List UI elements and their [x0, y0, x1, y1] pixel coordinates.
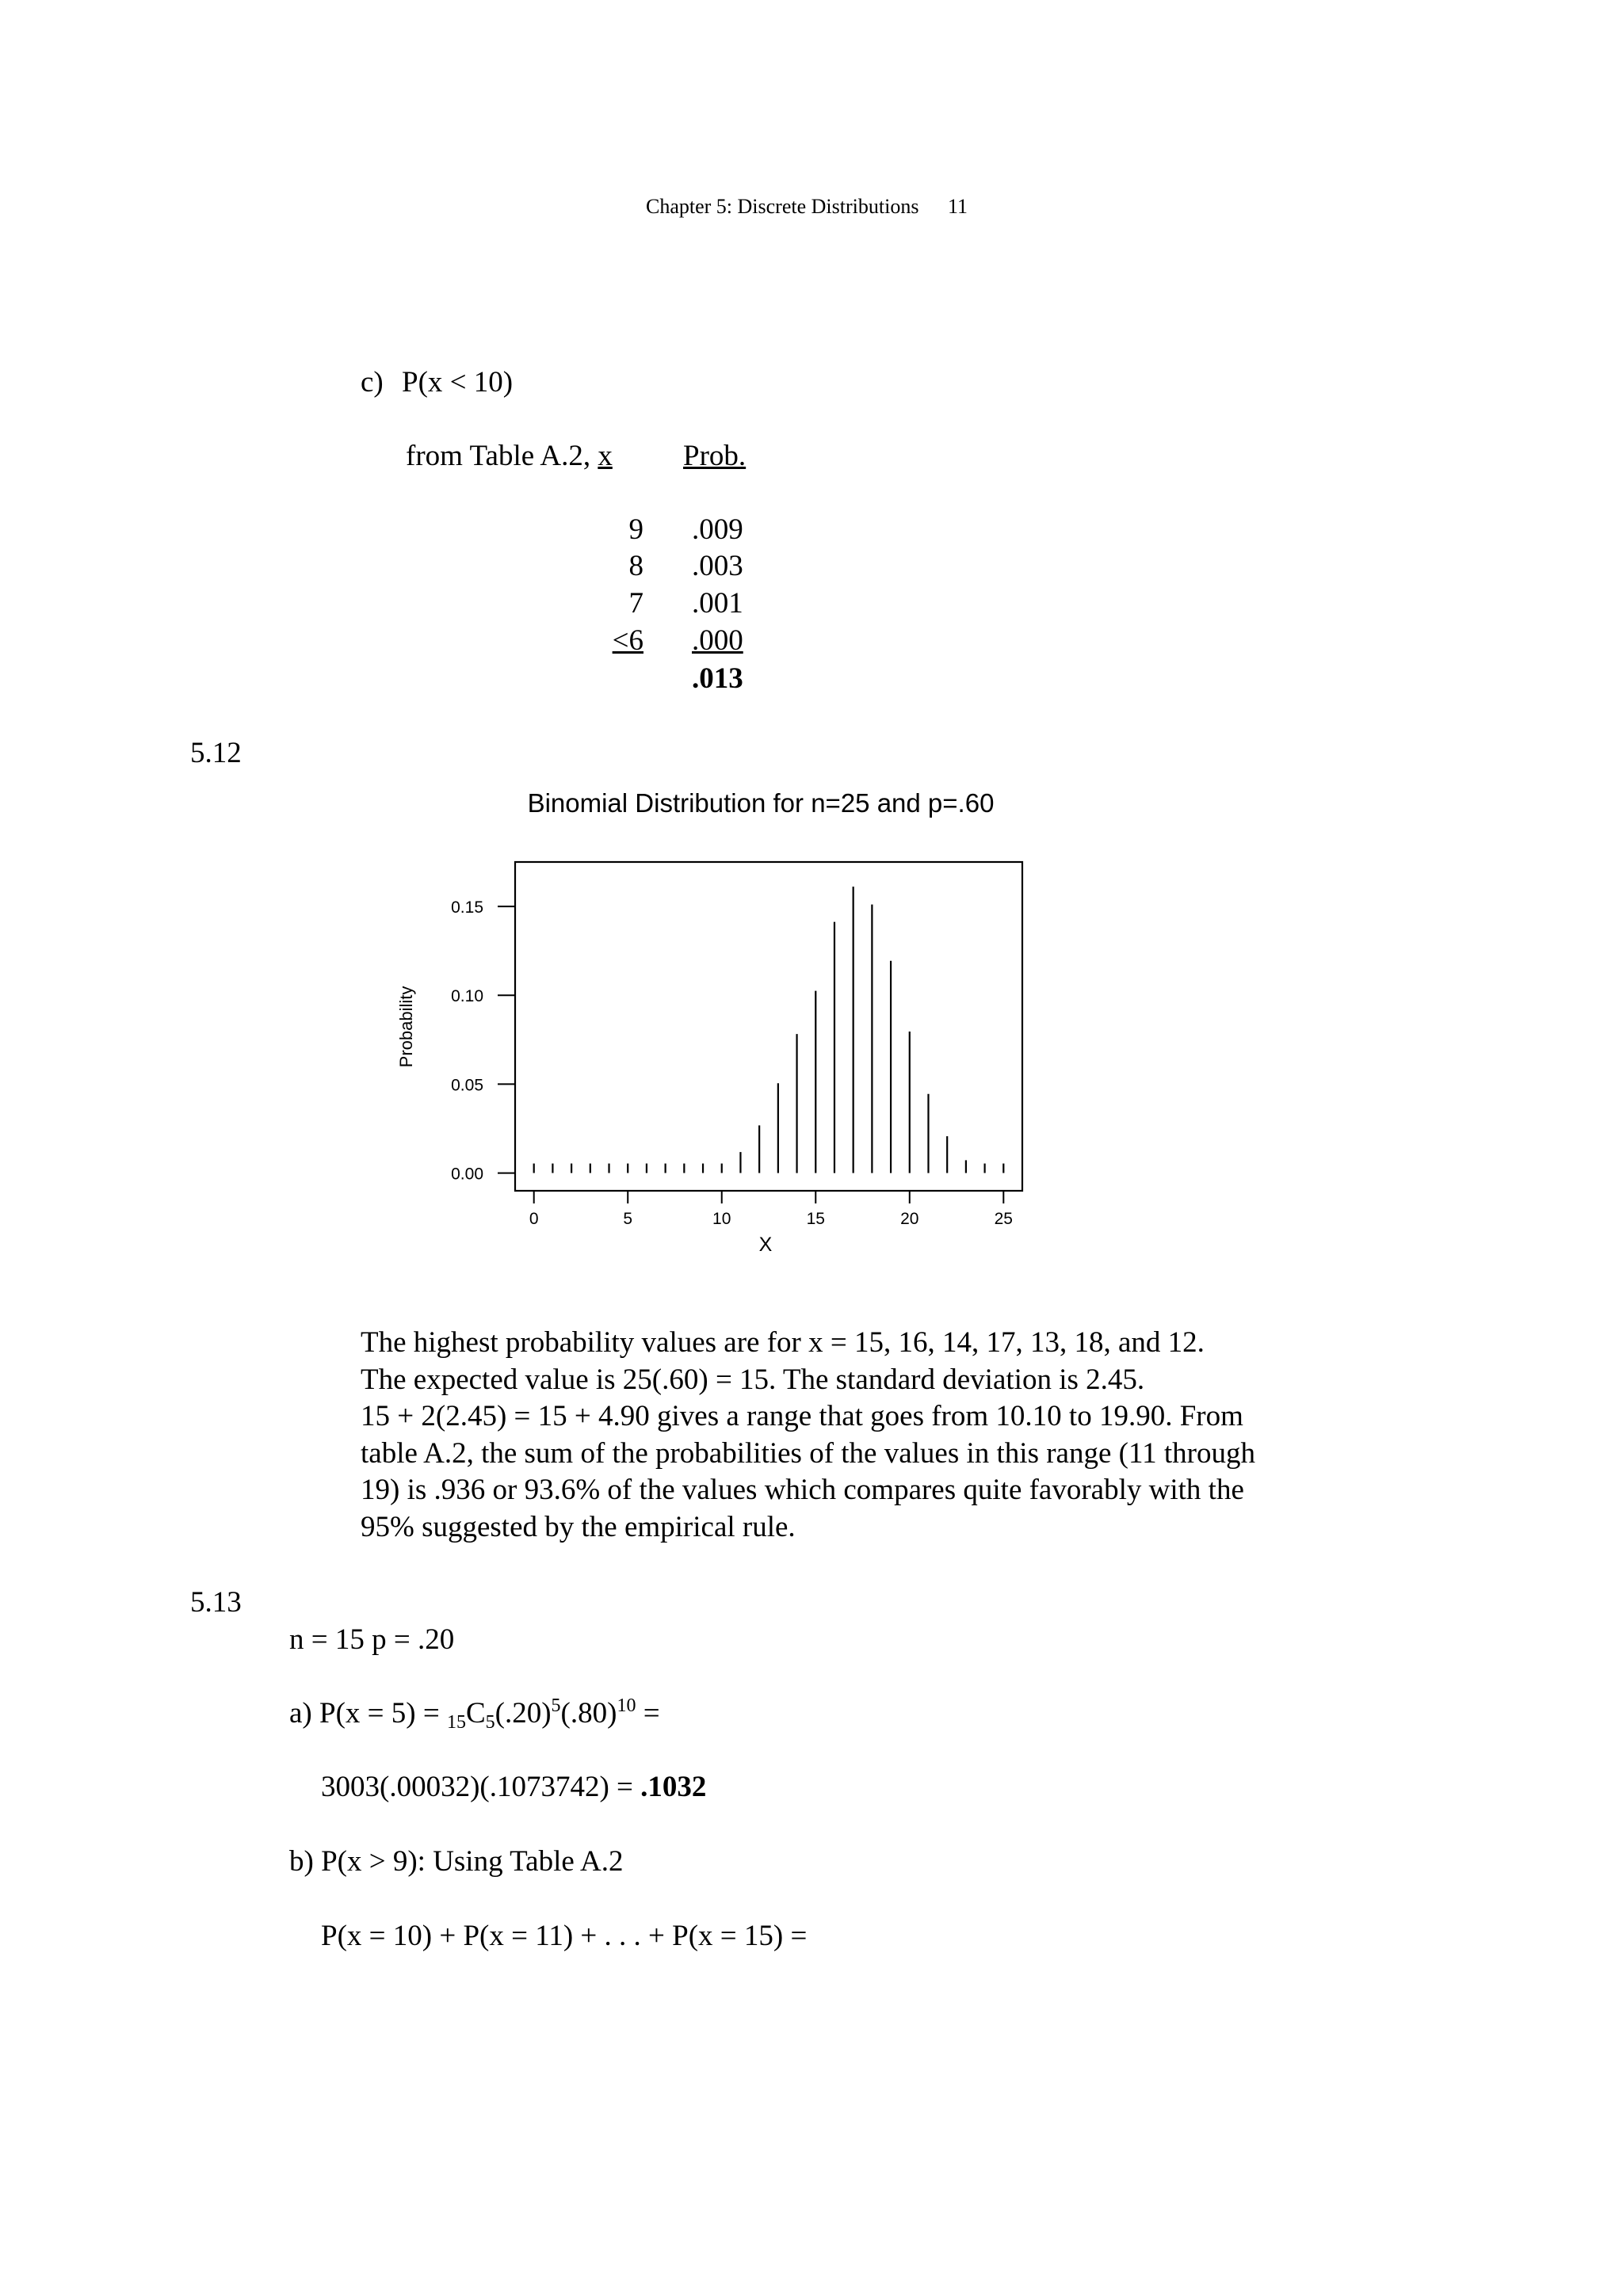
table-prob-value: .009 — [692, 513, 743, 546]
x-tick-label: 25 — [994, 1210, 1013, 1228]
paragraph-line: 95% suggested by the empirical rule. — [361, 1510, 796, 1543]
table-x-value: <6 — [612, 624, 643, 657]
x-tick-label: 5 — [623, 1210, 633, 1228]
x-tick-label: 10 — [712, 1210, 731, 1228]
x-column-header: x — [598, 440, 613, 472]
table-prob-value: .003 — [692, 550, 743, 582]
part-a-lhs: a) P(x = 5) = — [289, 1697, 447, 1730]
y-tick-label: 0.15 — [451, 898, 483, 917]
given-values: n = 15 p = .20 — [289, 1623, 455, 1656]
plot-frame — [515, 862, 1022, 1191]
problem-number-5-12: 5.12 — [190, 737, 242, 769]
table-header — [406, 438, 613, 475]
part-a-calc-text: 3003(.00032)(.1073742) = — [321, 1771, 641, 1803]
table-prob-value: .000 — [692, 624, 743, 657]
table-total: .013 — [692, 662, 743, 695]
paragraph-line: table A.2, the sum of the probabilities of the values in this range (11 through — [361, 1436, 1255, 1470]
table-x-value: 7 — [628, 587, 643, 620]
x-axis — [529, 1191, 1013, 1228]
part-c-heading — [361, 364, 513, 401]
x-axis-label: X — [758, 1234, 773, 1256]
exponent-q: 10 — [617, 1695, 636, 1716]
chapter-title: Chapter 5: Discrete Distributions — [646, 195, 919, 218]
part-c-label: c) — [361, 366, 384, 399]
table-x-value: 9 — [628, 513, 643, 546]
part-a-calculation — [321, 1769, 706, 1806]
x-tick-label: 20 — [900, 1210, 919, 1228]
running-header — [646, 195, 968, 219]
x-tick-label: 15 — [806, 1210, 825, 1228]
problem-number-5-13: 5.13 — [190, 1586, 242, 1619]
page-number: 11 — [947, 195, 968, 218]
table-prob-value: .001 — [692, 587, 743, 620]
y-tick-label: 0.05 — [451, 1076, 483, 1095]
paragraph-line: The highest probability values are for x = 15, 16, 14, 17, 13, 18, and 12. — [361, 1326, 1205, 1359]
part-a-equals: = — [636, 1697, 660, 1730]
part-b-sum: P(x = 10) + P(x = 11) + . . . + P(x = 15) = — [321, 1920, 808, 1952]
x-tick-label: 0 — [529, 1210, 539, 1228]
part-a-result: .1032 — [640, 1771, 707, 1803]
y-tick-label: 0.00 — [451, 1165, 483, 1184]
combination-symbol: C — [465, 1697, 486, 1730]
combination-k: 5 — [485, 1712, 495, 1733]
combination-n: 15 — [446, 1712, 466, 1733]
from-table-label: from Table A.2, — [406, 440, 598, 472]
prob-column-header: Prob. — [683, 440, 747, 472]
problem-5-12-paragraph — [361, 1325, 1255, 1546]
y-axis — [451, 898, 515, 1183]
y-axis-label: Probability — [396, 986, 416, 1068]
paragraph-line: 19) is .936 or 93.6% of the values which compares quite favorably with the — [361, 1474, 1244, 1506]
exponent-p: 5 — [551, 1695, 561, 1716]
table-x-value: 8 — [628, 550, 643, 582]
binomial-chart — [380, 780, 1062, 1280]
part-b-heading: b) P(x > 9): Using Table A.2 — [289, 1845, 624, 1878]
part-a-formula — [289, 1695, 660, 1735]
chart-bars — [534, 887, 1004, 1173]
paragraph-line: 15 + 2(2.45) = 15 + 4.90 gives a range that goes from 10.10 to 19.90. From — [361, 1400, 1243, 1432]
part-c-expression: P(x < 10) — [402, 366, 514, 399]
y-tick-label: 0.10 — [451, 987, 483, 1006]
base-p: (.20) — [495, 1697, 552, 1730]
chart-title: Binomial Distribution for n=25 and p=.60 — [527, 788, 995, 818]
paragraph-line: The expected value is 25(.60) = 15. The standard deviation is 2.45. — [361, 1363, 1145, 1396]
base-q: (.80) — [560, 1697, 617, 1730]
